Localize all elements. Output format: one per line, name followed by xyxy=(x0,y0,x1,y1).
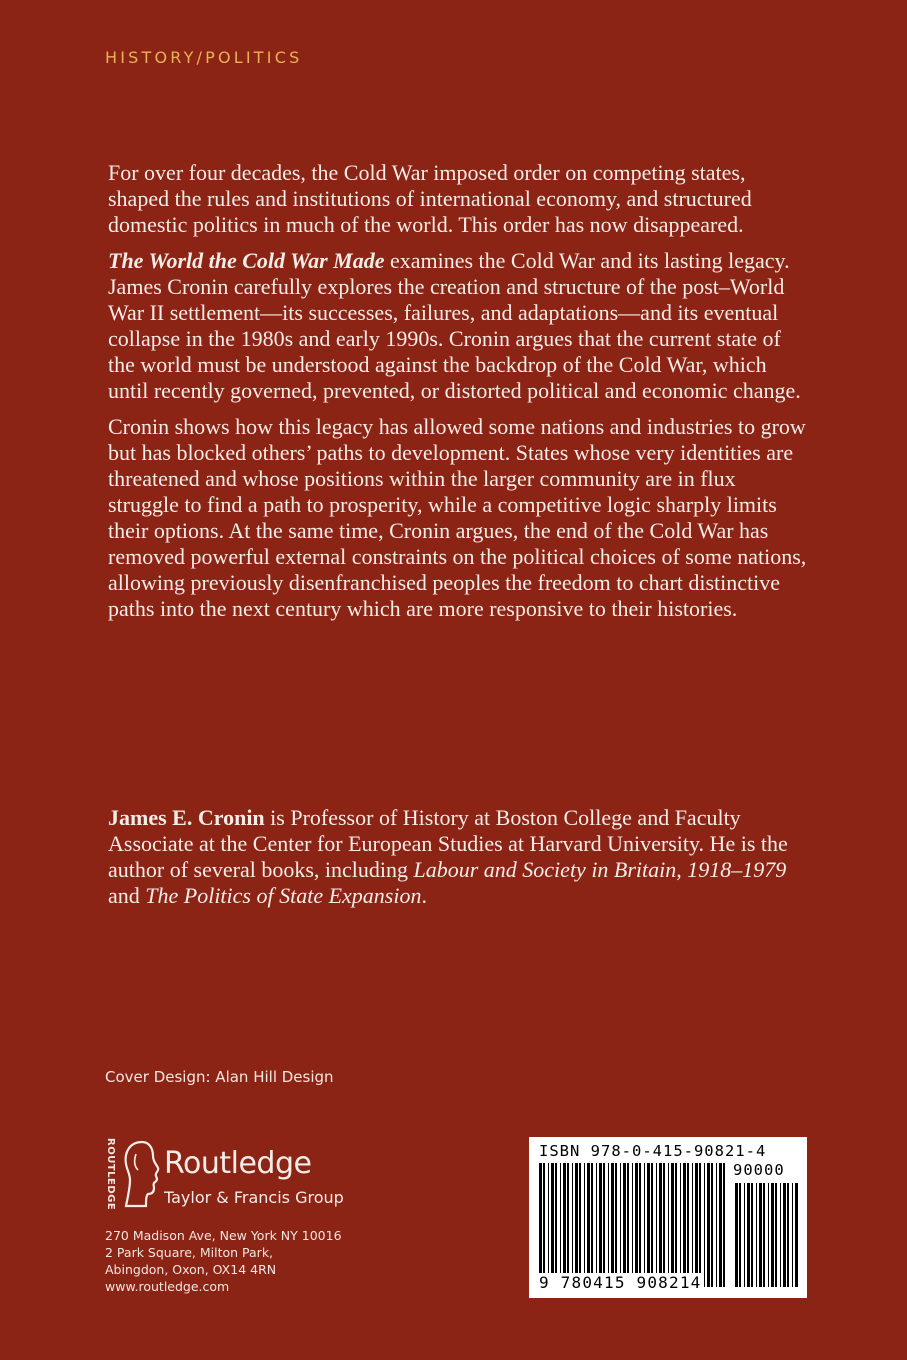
barcode-bar xyxy=(759,1183,762,1287)
barcode-bar xyxy=(723,1163,725,1287)
barcode-bar xyxy=(668,1163,669,1287)
book-title: The World the Cold War Made xyxy=(108,248,385,273)
barcode-bar xyxy=(656,1163,657,1287)
barcode-bar xyxy=(639,1163,641,1287)
barcode-bar xyxy=(711,1163,713,1287)
barcode-bar xyxy=(687,1163,689,1287)
publisher-group: Taylor & Francis Group xyxy=(164,1188,344,1207)
isbn-number: ISBN 978-0-415-90821-4 xyxy=(539,1142,767,1160)
logo-vertical-text xyxy=(98,1138,116,1211)
price-code: 90000 xyxy=(733,1161,785,1179)
barcode-bar xyxy=(780,1183,781,1287)
barcode-bar xyxy=(768,1183,769,1287)
publisher-website: www.routledge.com xyxy=(105,1279,230,1294)
barcode-bar xyxy=(663,1163,665,1287)
author-bio xyxy=(108,805,808,909)
author-book-2: The Politics of State Expansion xyxy=(145,883,422,908)
barcode-bar xyxy=(792,1183,793,1287)
address-line: 2 Park Square, Milton Park, xyxy=(105,1245,274,1260)
author-bio-and: and xyxy=(108,883,146,908)
blurb-paragraph-1: For over four decades, the Cold War imposed order on competing states, shaped the rules and institutions of international economy, and structured domestic politics in much of the world. This order has now disappeared. xyxy=(108,160,752,237)
barcode-bar xyxy=(671,1163,674,1287)
barcode-bar xyxy=(560,1163,561,1287)
barcode-bar xyxy=(644,1163,645,1287)
barcode-bar xyxy=(608,1163,609,1287)
address-line: 270 Madison Ave, New York NY 10016 xyxy=(105,1228,342,1243)
barcode-bar xyxy=(603,1163,605,1287)
barcode-box xyxy=(529,1137,807,1298)
barcode-bar xyxy=(623,1163,626,1287)
barcode-bar xyxy=(584,1163,585,1287)
barcode-bar xyxy=(771,1183,774,1287)
author-book-1: Labour and Society in Britain, 1918–1979 xyxy=(413,857,787,882)
blurb xyxy=(108,160,808,632)
barcode-bar xyxy=(783,1183,786,1287)
barcode-bar xyxy=(735,1183,738,1287)
barcode-bar xyxy=(567,1163,569,1287)
address-line: Abingdon, Oxon, OX14 4RN xyxy=(105,1262,277,1277)
barcode-bar xyxy=(659,1163,662,1287)
barcode-bar xyxy=(615,1163,617,1287)
barcode-bar xyxy=(563,1163,566,1287)
cover-design-credit: Cover Design: Alan Hill Design xyxy=(105,1068,334,1086)
author-name: James E. Cronin xyxy=(108,805,265,830)
barcode-bar xyxy=(647,1163,650,1287)
barcode-bar xyxy=(632,1163,633,1287)
barcode-bar xyxy=(611,1163,614,1287)
publisher-name: Routledge xyxy=(164,1146,312,1181)
logo-vertical-label: ROUTLEDGE xyxy=(105,1138,116,1211)
barcode-bar xyxy=(707,1163,710,1287)
barcode-bar xyxy=(539,1163,542,1287)
barcode-bar xyxy=(719,1163,722,1287)
barcode-bar xyxy=(763,1183,765,1287)
barcode-bar xyxy=(680,1163,681,1287)
barcode-digits: 9 780415 908214 xyxy=(539,1273,702,1292)
barcode-bar xyxy=(787,1183,789,1287)
category-label: HISTORY/POLITICS xyxy=(105,48,303,67)
barcode-bar xyxy=(699,1163,701,1287)
barcode-bar xyxy=(739,1183,741,1287)
barcode-bar xyxy=(692,1163,693,1287)
barcode-bar xyxy=(599,1163,602,1287)
barcode-bar xyxy=(555,1163,557,1287)
profile-head-icon xyxy=(120,1140,160,1208)
barcode-bar xyxy=(635,1163,638,1287)
barcode-bar xyxy=(744,1183,745,1287)
publisher-logo xyxy=(98,1138,378,1218)
author-bio-end: . xyxy=(421,883,427,908)
barcode-bar xyxy=(775,1183,777,1287)
barcode-bar xyxy=(587,1163,590,1287)
barcode-bar xyxy=(751,1183,753,1287)
barcode-bar xyxy=(572,1163,573,1287)
barcode-bar xyxy=(575,1163,578,1287)
barcode-bar xyxy=(627,1163,629,1287)
barcode-bar xyxy=(548,1163,549,1287)
barcode-bar xyxy=(675,1163,677,1287)
barcode-bar xyxy=(683,1163,686,1287)
publisher-address xyxy=(105,1227,342,1295)
barcode-bar xyxy=(651,1163,653,1287)
barcode-bar xyxy=(704,1163,705,1287)
barcode-bar xyxy=(620,1163,621,1287)
barcode-bar xyxy=(795,1183,798,1287)
barcode-bar xyxy=(551,1163,554,1287)
barcode-bar xyxy=(695,1163,698,1287)
blurb-paragraph-2-text: examines the Cold War and its lasting legacy. James Cronin carefully explores the creation and structure of the post–World War II settlement—its successes, failures, and adaptations—and its eventual collapse in the 1980s and early 1990s. Cronin argues that the current state of the world must be understood against the backdrop of the Cold War, which until recently governed, prevented, or distorted political and economic change. xyxy=(108,248,801,403)
blurb-paragraph-2 xyxy=(108,248,808,404)
barcode-bar xyxy=(591,1163,593,1287)
barcode-bar xyxy=(747,1183,750,1287)
blurb-paragraph-3: Cronin shows how this legacy has allowed some nations and industries to grow but has blocked others’ paths to development. States whose very identities are threatened and whose positions within the larger community are in flux struggle to find a path to prosperity, while a competitive logic sharply limits their options. At the same time, Cronin argues, the end of the Cold War has removed powerful external constraints on the political choices of some nations, allowing previously disenfranchised peoples the freedom to chart distinctive paths into the next century which are more responsive to their histories. xyxy=(108,414,807,621)
barcode-bar xyxy=(543,1163,545,1287)
barcode-bar xyxy=(756,1183,757,1287)
author-bio-text-1: is Professor of History at Boston College and Faculty Associate at the Center for European Studies at Harvard University. He is the author of several books, including xyxy=(108,805,788,882)
barcode-bar xyxy=(596,1163,597,1287)
barcode-bar xyxy=(716,1163,717,1287)
barcode-bar xyxy=(579,1163,581,1287)
